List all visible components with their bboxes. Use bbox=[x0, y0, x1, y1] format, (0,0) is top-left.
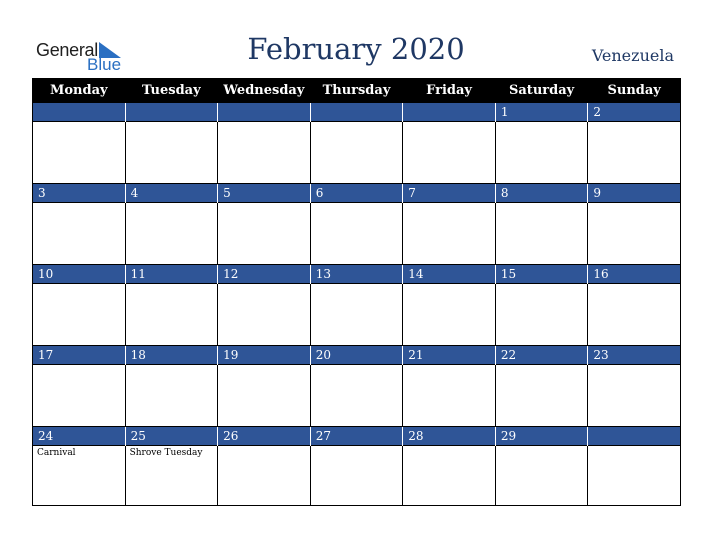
day-number: 20 bbox=[310, 346, 403, 365]
day-number: 2 bbox=[588, 103, 681, 122]
day-cell bbox=[588, 203, 681, 265]
day-cell bbox=[403, 284, 496, 346]
day-number: 5 bbox=[218, 184, 311, 203]
month-calendar bbox=[32, 78, 681, 506]
day-cell bbox=[218, 365, 311, 427]
weekday-header: Friday bbox=[403, 79, 496, 103]
day-number: 6 bbox=[310, 184, 403, 203]
day-number: 12 bbox=[218, 265, 311, 284]
weekday-header: Thursday bbox=[310, 79, 403, 103]
date-number-row bbox=[33, 184, 681, 203]
page-title: February 2020 bbox=[247, 32, 465, 66]
day-cell bbox=[495, 284, 588, 346]
day-number: 11 bbox=[125, 265, 218, 284]
logo-text-blue: Blue bbox=[87, 55, 122, 74]
day-number: 16 bbox=[588, 265, 681, 284]
day-cell bbox=[495, 446, 588, 506]
day-cell bbox=[125, 122, 218, 184]
day-cell bbox=[125, 284, 218, 346]
day-number: 23 bbox=[588, 346, 681, 365]
day-cell-row bbox=[33, 122, 681, 184]
day-number: 1 bbox=[495, 103, 588, 122]
day-number bbox=[125, 103, 218, 122]
day-cell bbox=[403, 365, 496, 427]
day-number: 22 bbox=[495, 346, 588, 365]
day-cell bbox=[588, 284, 681, 346]
day-cell bbox=[125, 203, 218, 265]
day-number: 9 bbox=[588, 184, 681, 203]
day-number: 27 bbox=[310, 427, 403, 446]
day-cell bbox=[588, 122, 681, 184]
day-number bbox=[403, 103, 496, 122]
day-cell bbox=[495, 122, 588, 184]
weekday-header: Saturday bbox=[495, 79, 588, 103]
day-number: 7 bbox=[403, 184, 496, 203]
day-number: 3 bbox=[33, 184, 126, 203]
weekday-header-row bbox=[33, 79, 681, 103]
day-number: 24 bbox=[33, 427, 126, 446]
day-number: 14 bbox=[403, 265, 496, 284]
day-cell bbox=[588, 446, 681, 506]
weekday-header: Tuesday bbox=[125, 79, 218, 103]
day-cell bbox=[310, 446, 403, 506]
day-number: 28 bbox=[403, 427, 496, 446]
day-cell bbox=[495, 365, 588, 427]
day-number: 13 bbox=[310, 265, 403, 284]
day-cell bbox=[218, 122, 311, 184]
day-cell bbox=[218, 446, 311, 506]
weekday-header: Monday bbox=[33, 79, 126, 103]
weekday-header: Wednesday bbox=[218, 79, 311, 103]
day-cell-row bbox=[33, 203, 681, 265]
day-cell bbox=[310, 365, 403, 427]
weekday-header: Sunday bbox=[588, 79, 681, 103]
logo-text-general: General bbox=[36, 40, 98, 60]
holiday-label: Shrove Tuesday bbox=[125, 446, 218, 506]
day-cell bbox=[310, 284, 403, 346]
day-number: 26 bbox=[218, 427, 311, 446]
day-number bbox=[33, 103, 126, 122]
day-number bbox=[588, 427, 681, 446]
day-cell bbox=[218, 284, 311, 346]
day-number: 25 bbox=[125, 427, 218, 446]
day-cell-row bbox=[33, 365, 681, 427]
day-number: 8 bbox=[495, 184, 588, 203]
country-label: Venezuela bbox=[591, 46, 674, 65]
date-number-row bbox=[33, 103, 681, 122]
day-number bbox=[310, 103, 403, 122]
day-number: 19 bbox=[218, 346, 311, 365]
day-cell-row bbox=[33, 284, 681, 346]
day-cell bbox=[33, 203, 126, 265]
day-cell bbox=[125, 365, 218, 427]
day-cell bbox=[33, 122, 126, 184]
day-number: 29 bbox=[495, 427, 588, 446]
day-cell bbox=[218, 203, 311, 265]
day-cell bbox=[403, 446, 496, 506]
day-number bbox=[218, 103, 311, 122]
day-cell-row bbox=[33, 446, 681, 506]
day-cell bbox=[403, 203, 496, 265]
day-cell bbox=[33, 365, 126, 427]
day-number: 15 bbox=[495, 265, 588, 284]
date-number-row bbox=[33, 427, 681, 446]
holiday-label: Carnival bbox=[33, 446, 126, 506]
day-cell bbox=[495, 203, 588, 265]
day-number: 18 bbox=[125, 346, 218, 365]
date-number-row bbox=[33, 346, 681, 365]
day-number: 21 bbox=[403, 346, 496, 365]
day-cell bbox=[310, 122, 403, 184]
day-number: 17 bbox=[33, 346, 126, 365]
day-number: 10 bbox=[33, 265, 126, 284]
day-cell bbox=[588, 365, 681, 427]
day-number: 4 bbox=[125, 184, 218, 203]
day-cell bbox=[310, 203, 403, 265]
day-cell bbox=[33, 284, 126, 346]
date-number-row bbox=[33, 265, 681, 284]
day-cell bbox=[403, 122, 496, 184]
